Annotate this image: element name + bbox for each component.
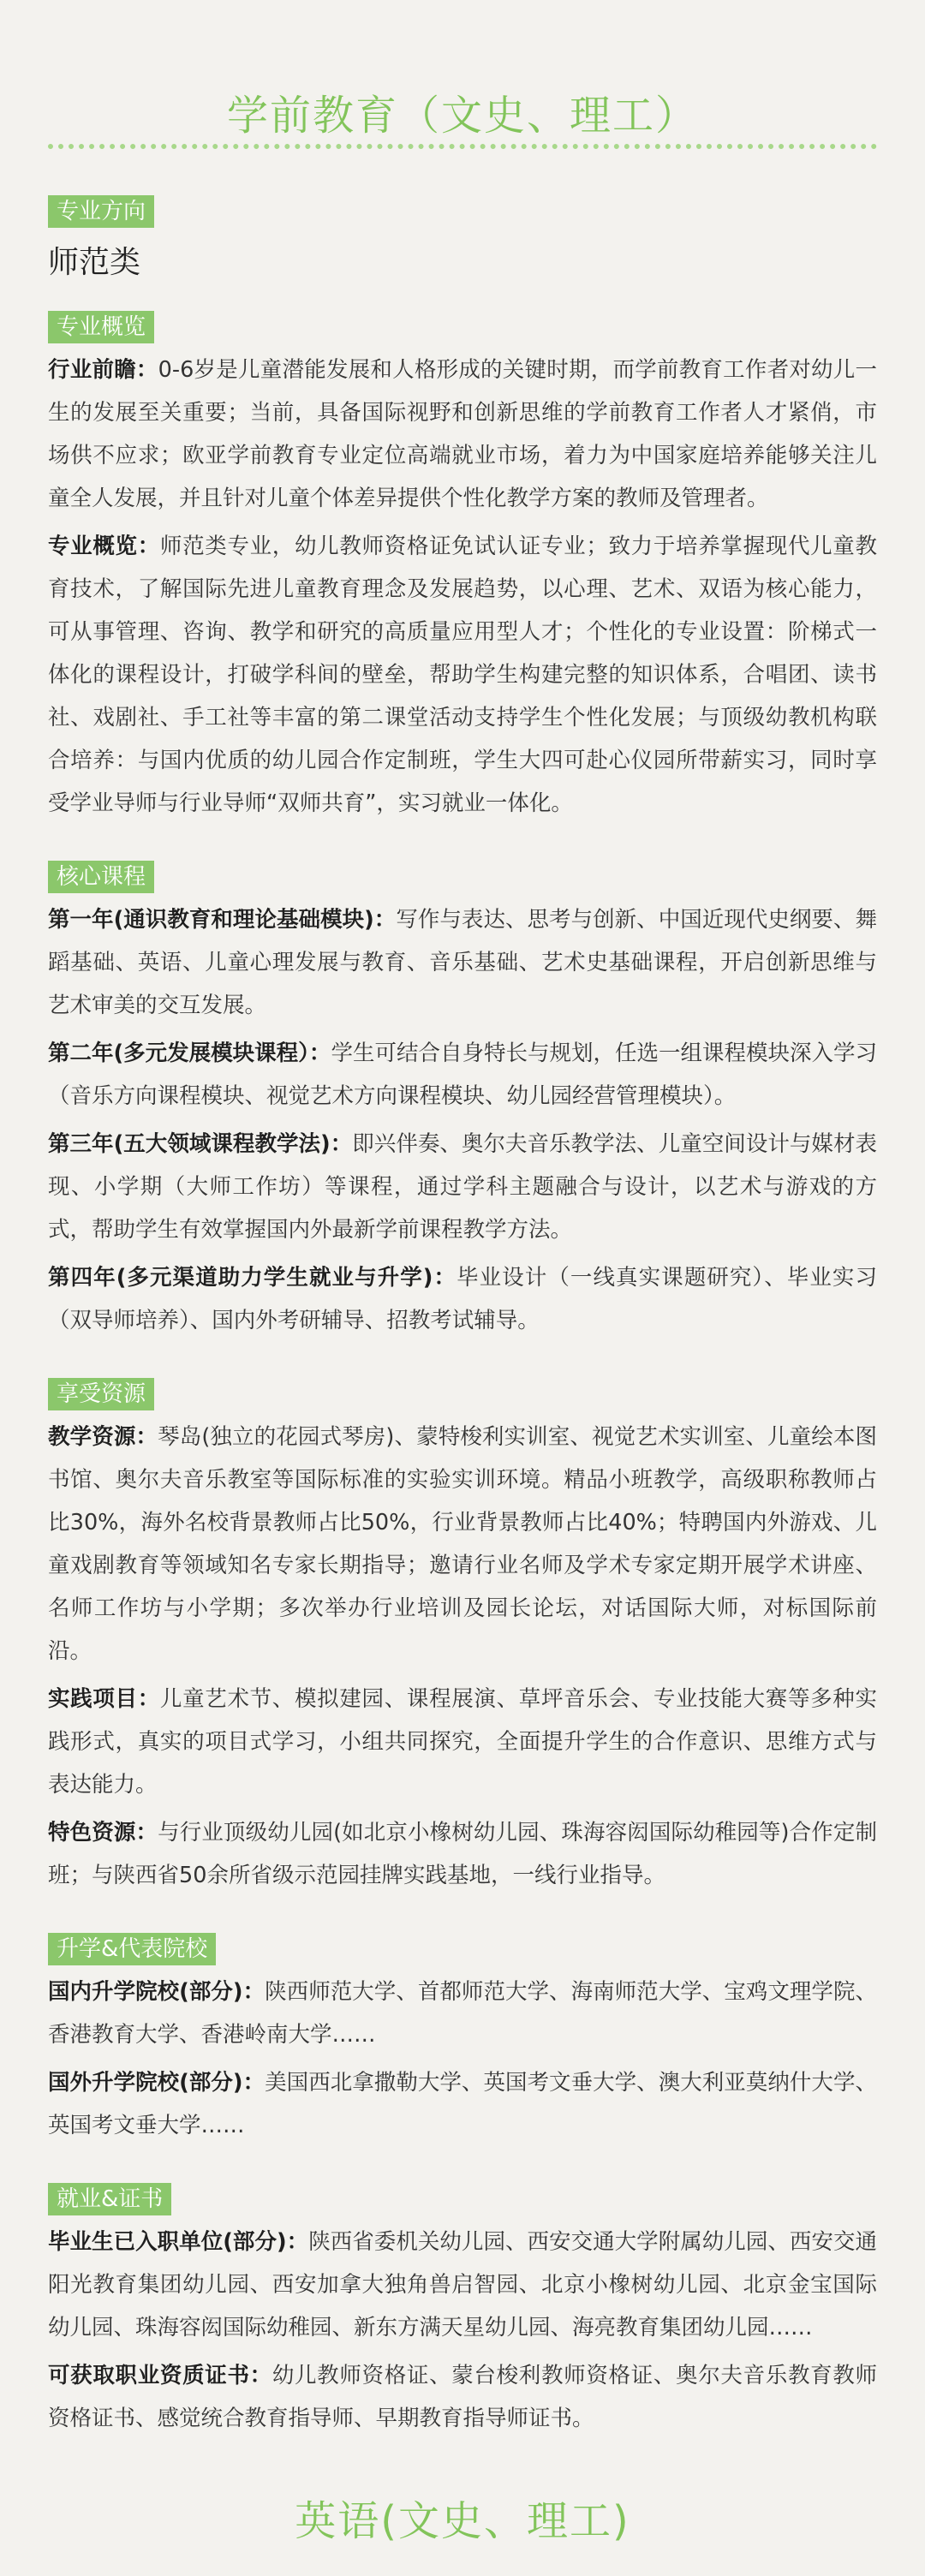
paragraph-key: 特色资源： xyxy=(48,1820,158,1846)
paragraph xyxy=(48,1256,877,1342)
paragraph-text: 幼儿教师资格证、蒙台梭利教师资格证、奥尔夫音乐教育教师资格证书、感觉统合教育指导师、早期教育指导师证书。 xyxy=(48,2363,877,2431)
section-label: 专业方向 xyxy=(48,195,154,228)
paragraph-key: 毕业生已入职单位(部分)： xyxy=(48,2229,309,2255)
section-core-courses xyxy=(48,861,877,1342)
paragraph xyxy=(48,2354,877,2440)
paragraph-key: 实践项目： xyxy=(48,1686,160,1712)
paragraph-text: 写作与表达、思考与创新、中国近现代史纲要、舞蹈基础、英语、儿童心理发展与教育、音乐基础、艺术史基础课程，开启创新思维与艺术审美的交互发展。 xyxy=(48,907,877,1018)
paragraph-key: 行业前瞻： xyxy=(48,357,158,383)
paragraph xyxy=(48,1971,877,2056)
section-direction xyxy=(48,195,877,282)
paragraph xyxy=(48,1678,877,1806)
paragraph xyxy=(48,1416,877,1673)
paragraph-key: 国内升学院校(部分)： xyxy=(48,1979,266,2005)
paragraph-key: 可获取职业资质证书： xyxy=(48,2363,272,2388)
section-resources xyxy=(48,1378,877,1897)
next-major-title: 英语(文史、理工) xyxy=(295,2497,630,2545)
section-label: 专业概览 xyxy=(48,311,154,343)
paragraph-text: 毕业设计（一线真实课题研究）、毕业实习（双导师培养）、国内外考研辅导、招教考试辅导。 xyxy=(48,1265,877,1333)
paragraph-text: 陕西师范大学、首都师范大学、海南师范大学、宝鸡文理学院、香港教育大学、香港岭南大学…… xyxy=(48,1979,877,2048)
content xyxy=(48,195,877,2476)
section-overview xyxy=(48,311,877,825)
page-title: 学前教育（文史、理工） xyxy=(226,92,698,140)
paragraph-key: 教学资源： xyxy=(48,1424,158,1450)
paragraph-key: 第三年(五大领域课程教学法)： xyxy=(48,1131,353,1157)
paragraph-text: 陕西省委机关幼儿园、西安交通大学附属幼儿园、西安交通阳光教育集团幼儿园、西安加拿大独角兽启智园、北京小橡树幼儿园、北京金宝国际幼儿园、珠海容闳国际幼稚园、新东方满天星幼儿园、海亮教育集团幼儿园…… xyxy=(48,2229,877,2340)
section-label: 就业&证书 xyxy=(48,2183,171,2215)
major-category: 师范类 xyxy=(48,245,141,280)
paragraph xyxy=(48,2221,877,2349)
paragraph-key: 第二年(多元发展模块课程）： xyxy=(48,1041,331,1066)
paragraph-key: 第四年(多元渠道助力学生就业与升学)： xyxy=(48,1265,457,1291)
paragraph-text: 儿童艺术节、模拟建园、课程展演、草坪音乐会、专业技能大赛等多种实践形式，真实的项目式学习，小组共同探究，全面提升学生的合作意识、思维方式与表达能力。 xyxy=(48,1686,877,1798)
paragraph-text: 琴岛(独立的花园式琴房)、蒙特梭利实训室、视觉艺术实训室、儿童绘本图书馆、奥尔夫音乐教室等国际标准的实验实训环境。精品小班教学，高级职称教师占比30%，海外名校背景教师占比50%，行业背景教师占比40%；特聘国内外游戏、儿童戏剧教育等领域知名专家长期指导；邀请行业名师及学术专家定期开展学术讲座、名师工作坊与小学期；多次举办行业培训及园长论坛，对话国际大师，对标国际前沿。 xyxy=(48,1424,877,1664)
paragraph xyxy=(48,898,877,1027)
section-label: 升学&代表院校 xyxy=(48,1933,216,1965)
section-career xyxy=(48,2183,877,2440)
title-divider xyxy=(48,144,877,149)
paragraph xyxy=(48,525,877,825)
paragraph-text: 0-6岁是儿童潜能发展和人格形成的关键时期，而学前教育工作者对幼儿一生的发展至关重要；当前，具备国际视野和创新思维的学前教育工作者人才紧俏，市场供不应求；欧亚学前教育专业定位高端就业市场，着力为中国家庭培养能够关注儿童全人发展，并且针对儿童个体差异提供个性化教学方案的教师及管理者。 xyxy=(48,357,877,511)
paragraph-text: 学生可结合自身特长与规划，任选一组课程模块深入学习（音乐方向课程模块、视觉艺术方向课程模块、幼儿园经营管理模块）。 xyxy=(48,1041,877,1109)
paragraph-text: 师范类专业，幼儿教师资格证免试认证专业；致力于培养掌握现代儿童教育技术，了解国际先进儿童教育理念及发展趋势，以心理、艺术、双语为核心能力，可从事管理、咨询、教学和研究的高质量应用型人才；个性化的专业设置：阶梯式一体化的课程设计，打破学科间的壁垒，帮助学生构建完整的知识体系，合唱团、读书社、戏剧社、手工社等丰富的第二课堂活动支持学生个性化发展；与顶级幼教机构联合培养：与国内优质的幼儿园合作定制班，学生大四可赴心仪园所带薪实习，同时享受学业导师与行业导师“双师共育”，实习就业一体化。 xyxy=(48,534,877,816)
paragraph-key: 第一年(通识教育和理论基础模块)： xyxy=(48,907,397,933)
paragraph-text: 美国西北拿撒勒大学、英国考文垂大学、澳大利亚莫纳什大学、英国考文垂大学…… xyxy=(48,2070,877,2138)
paragraph-key: 专业概览： xyxy=(48,534,160,559)
section-further-study xyxy=(48,1933,877,2147)
paragraph-key: 国外升学院校(部分)： xyxy=(48,2070,266,2096)
paragraph xyxy=(48,2061,877,2147)
paragraph xyxy=(48,349,877,520)
paragraph xyxy=(48,1123,877,1251)
paragraph xyxy=(48,1032,877,1118)
paragraph-text: 与行业顶级幼儿园(如北京小橡树幼儿园、珠海容闳国际幼稚园等)合作定制班；与陕西省50余所省级示范园挂牌实践基地，一线行业指导。 xyxy=(48,1820,877,1888)
section-label: 享受资源 xyxy=(48,1378,154,1410)
paragraph xyxy=(48,1811,877,1897)
paragraph-text: 即兴伴奏、奥尔夫音乐教学法、儿童空间设计与媒材表现、小学期（大师工作坊）等课程，通过学科主题融合与设计，以艺术与游戏的方式，帮助学生有效掌握国内外最新学前课程教学方法。 xyxy=(48,1131,877,1243)
section-label: 核心课程 xyxy=(48,861,154,893)
